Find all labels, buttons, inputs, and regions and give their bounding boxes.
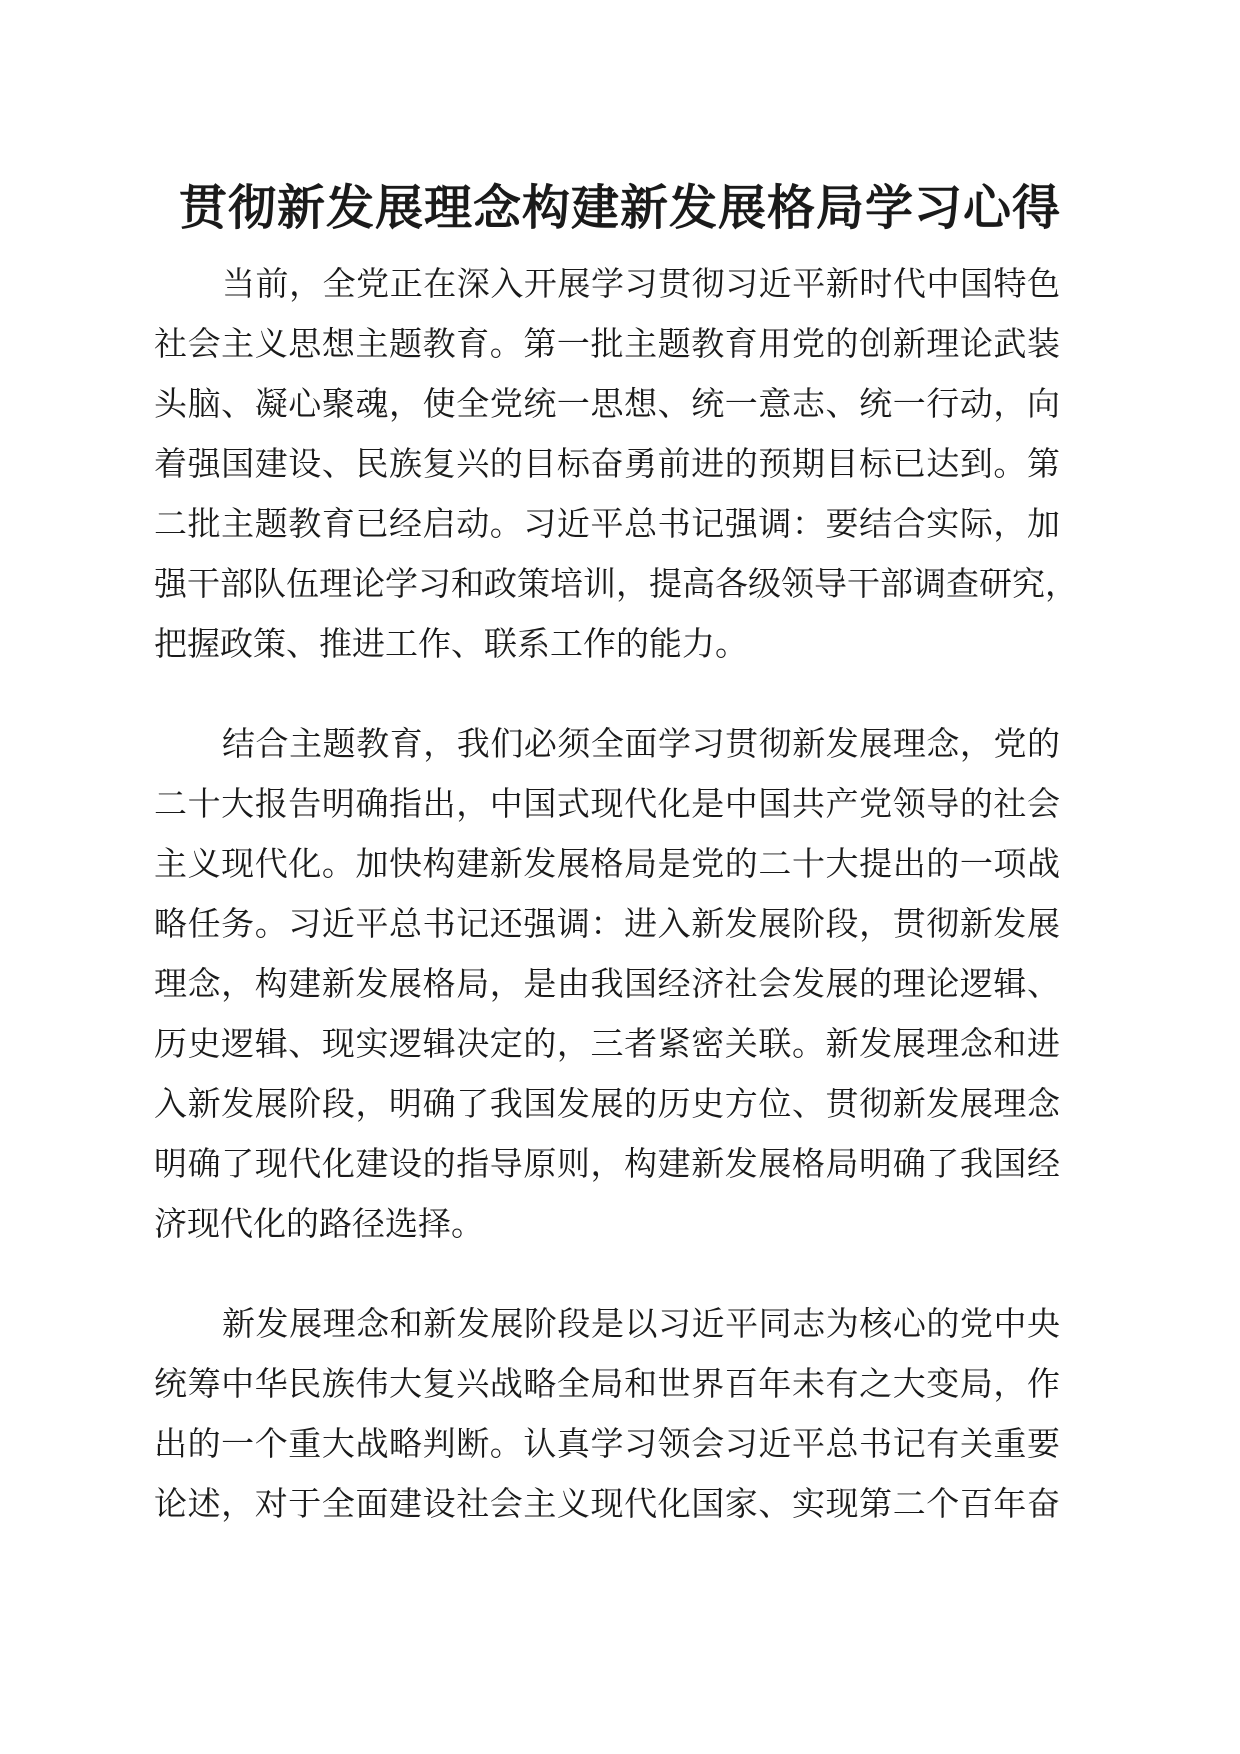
paragraph-line: 略任务。习近平总书记还强调：进入新发展阶段，贯彻新发展 — [154, 904, 1060, 943]
paragraph-line: 着强国建设、民族复兴的目标奋勇前进的预期目标已达到。第 — [154, 444, 1060, 483]
paragraph-line: 新发展理念和新发展阶段是以习近平同志为核心的党中央 — [222, 1304, 1060, 1343]
paragraph-line: 当前，全党正在深入开展学习贯彻习近平新时代中国特色 — [222, 264, 1060, 303]
paragraph-line: 结合主题教育，我们必须全面学习贯彻新发展理念，党的 — [222, 724, 1060, 763]
paragraph-line: 主义现代化。加快构建新发展格局是党的二十大提出的一项战 — [154, 844, 1060, 883]
paragraph-line: 把握政策、推进工作、联系工作的能力。 — [154, 624, 748, 663]
paragraph-2 — [154, 714, 1060, 1254]
paragraph-line: 出的一个重大战略判断。认真学习领会习近平总书记有关重要 — [154, 1424, 1060, 1463]
paragraph-line: 理念，构建新发展格局，是由我国经济社会发展的理论逻辑、 — [154, 964, 1060, 1003]
paragraph-1 — [154, 254, 1078, 674]
paragraph-line: 统筹中华民族伟大复兴战略全局和世界百年未有之大变局，作 — [154, 1364, 1060, 1403]
paragraph-line: 二十大报告明确指出，中国式现代化是中国共产党领导的社会 — [154, 784, 1060, 823]
paragraph-line: 社会主义思想主题教育。第一批主题教育用党的创新理论武装 — [154, 324, 1060, 363]
paragraph-line: 强干部队伍理论学习和政策培训，提高各级领导干部调查研究， — [154, 564, 1078, 603]
paragraph-line: 入新发展阶段，明确了我国发展的历史方位、贯彻新发展理念 — [154, 1084, 1060, 1123]
paragraph-line: 明确了现代化建设的指导原则，构建新发展格局明确了我国经 — [154, 1144, 1060, 1183]
paragraph-line: 历史逻辑、现实逻辑决定的，三者紧密关联。新发展理念和进 — [154, 1024, 1060, 1063]
document-body — [154, 254, 1078, 1534]
paragraph-3 — [154, 1294, 1060, 1534]
paragraph-line: 济现代化的路径选择。 — [154, 1204, 484, 1243]
paragraph-spacer — [154, 674, 1060, 714]
paragraph-line: 二批主题教育已经启动。习近平总书记强调：要结合实际，加 — [154, 504, 1060, 543]
document-title: 贯彻新发展理念构建新发展格局学习心得 — [178, 180, 1061, 236]
paragraph-line: 头脑、凝心聚魂，使全党统一思想、统一意志、统一行动，向 — [154, 384, 1060, 423]
paragraph-spacer — [154, 1254, 1060, 1294]
paragraph-line: 论述，对于全面建设社会主义现代化国家、实现第二个百年奋 — [154, 1484, 1060, 1523]
